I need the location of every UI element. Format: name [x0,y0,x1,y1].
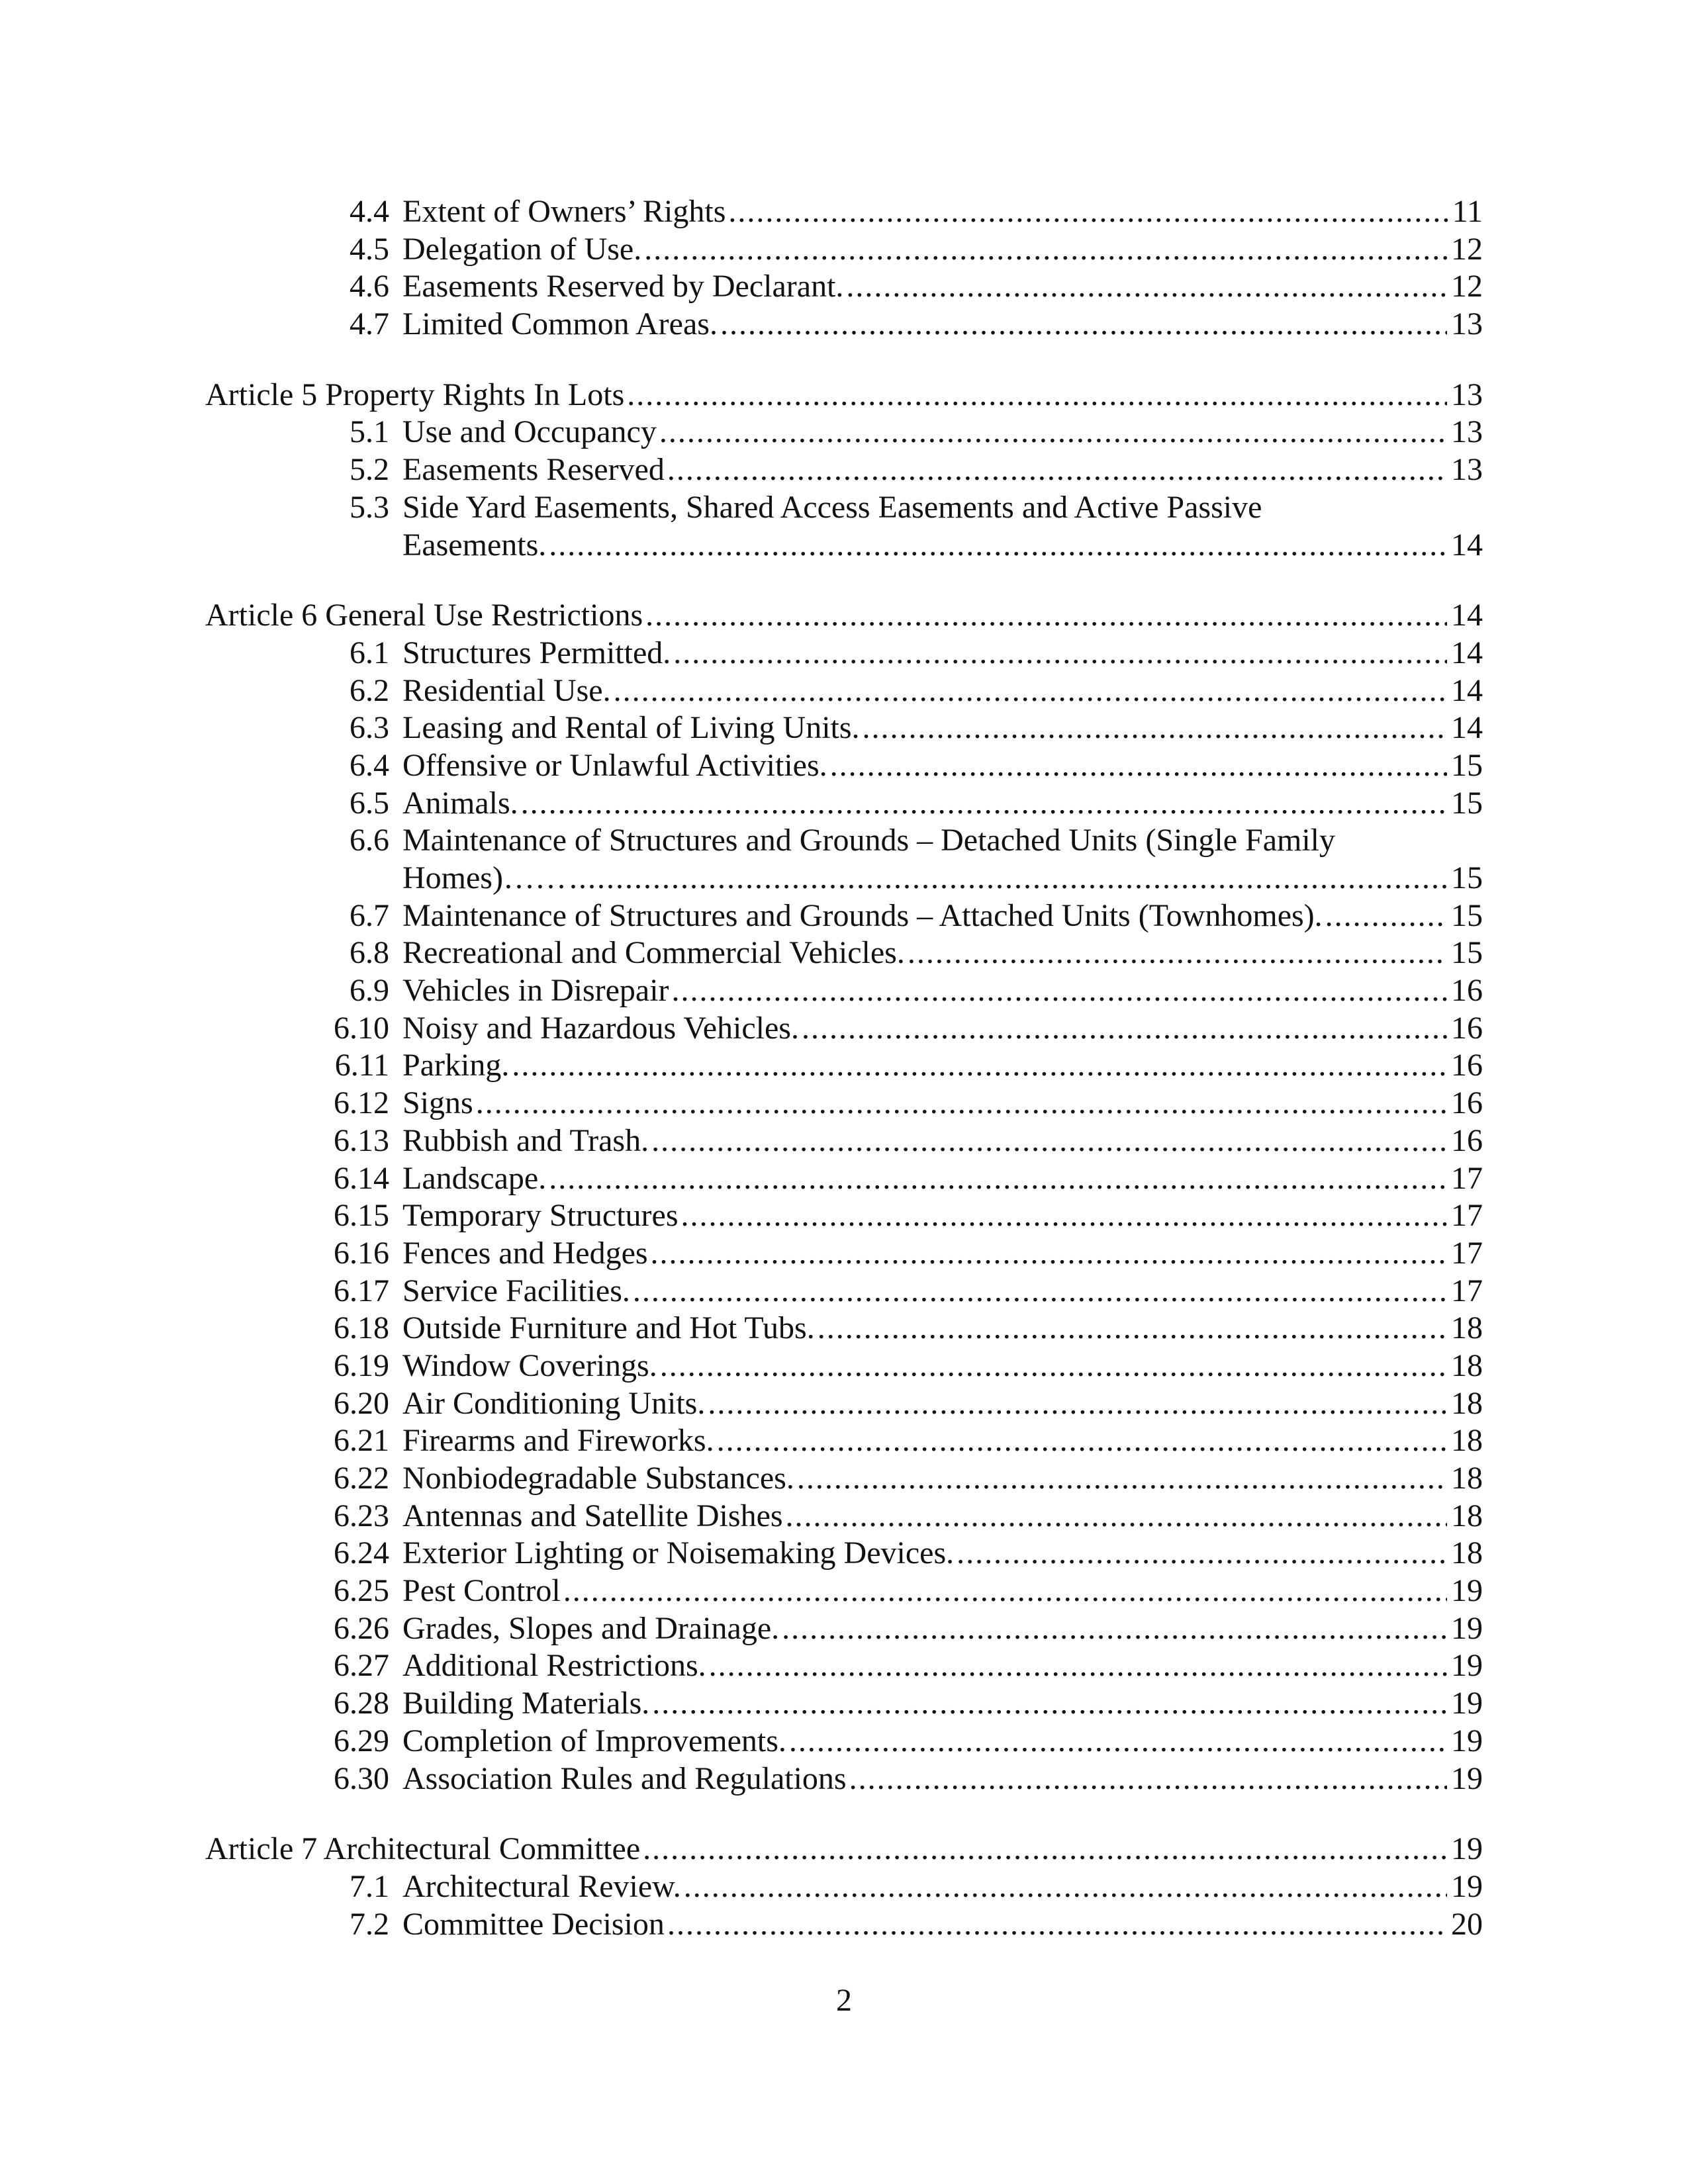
dot-leader [1325,897,1447,935]
section-number: 6.1 [350,635,389,670]
dot-leader [786,1498,1447,1535]
page-ref: 19 [1451,1760,1483,1796]
section-number: 6.26 [334,1610,389,1646]
dot-leader [681,1197,1447,1235]
section-title: Extent of Owners’ Rights [402,194,726,229]
dot-leader [659,414,1447,451]
toc-item-row[interactable] [205,1906,1483,1944]
section-title: Leasing and Rental of Living Units. [402,710,860,746]
table-of-contents [205,193,1483,1943]
section-number: 6.3 [350,710,389,746]
section-number: 6.22 [334,1461,389,1496]
dot-leader [802,1010,1447,1048]
section-number: 6.27 [334,1648,389,1684]
section-title: Structures Permitted. [402,635,671,670]
toc-item-row[interactable] [205,1685,1483,1723]
page-ref: 17 [1451,1198,1483,1234]
section-title: Animals. [402,785,518,821]
dot-leader [563,1572,1447,1610]
dot-leader [789,1723,1447,1760]
section-title: Vehicles in Disrepair [402,973,669,1009]
page-ref: 13 [1451,414,1483,450]
dot-leader [667,451,1447,489]
section-number: 6.5 [350,785,389,821]
dot-leader [614,672,1447,710]
section-title: Building Materials. [402,1686,650,1721]
toc-item-row[interactable] [205,822,1483,860]
toc-item-row[interactable] [205,1197,1483,1235]
dot-leader [645,597,1447,635]
section-number: 6.17 [334,1273,389,1308]
section-spacer [205,343,1483,377]
section-number: 6.9 [350,973,389,1009]
dot-leader [633,1273,1447,1310]
toc-item-row[interactable] [205,972,1483,1010]
article-title: Article 6 General Use Restrictions [205,598,643,633]
page-ref: 12 [1451,269,1483,304]
page-ref: 19 [1451,1868,1483,1904]
page-ref: 16 [1451,1085,1483,1121]
toc-item-row[interactable] [205,1535,1483,1572]
page-ref: 18 [1451,1461,1483,1496]
section-number: 6.15 [334,1198,389,1234]
section-title: Residential Use. [402,672,611,708]
section-title: Pest Control [402,1573,561,1609]
dot-leader [643,1831,1447,1868]
dot-leader [667,1906,1447,1944]
page-ref: 18 [1451,1423,1483,1459]
section-number: 6.28 [334,1686,389,1721]
dot-leader [512,1047,1447,1085]
toc-item-continuation[interactable] [205,860,1483,897]
page-ref: 17 [1451,1235,1483,1271]
page-ref: 15 [1451,897,1483,933]
page-ref: 18 [1451,1347,1483,1383]
section-title: Maintenance of Structures and Grounds – Attached Units (Townhomes). [402,897,1323,933]
section-number: 6.12 [334,1085,389,1121]
section-title: Maintenance of Structures and Grounds – Detached Units (Single Family [402,823,1336,858]
page-ref: 15 [1451,860,1483,895]
section-title: Fences and Hedges [402,1235,648,1271]
dot-leader [782,1610,1447,1648]
dot-leader [549,1160,1447,1198]
page-ref: 15 [1451,935,1483,971]
toc-item-row[interactable] [205,1047,1483,1085]
article-title: Article 5 Property Rights In Lots [205,377,625,412]
section-number: 6.25 [334,1573,389,1609]
section-title: Service Facilities. [402,1273,630,1308]
dot-leader [476,1085,1447,1122]
toc-item-row[interactable] [205,1498,1483,1535]
page-ref: 13 [1451,452,1483,488]
section-title: Antennas and Satellite Dishes [402,1498,783,1533]
dot-leader [684,1868,1447,1906]
toc-article-row[interactable] [205,377,1483,414]
dot-leader [863,709,1447,747]
page-ref: 17 [1451,1160,1483,1196]
dot-leader [673,635,1447,672]
page-ref: 18 [1451,1385,1483,1421]
dot-leader [569,860,1447,897]
page-ref: 19 [1451,1573,1483,1609]
section-number: 6.29 [334,1723,389,1758]
section-title: Architectural Review. [402,1868,681,1904]
dot-leader [660,1347,1447,1385]
toc-article-row[interactable] [205,1831,1483,1868]
section-number: 4.6 [350,269,389,304]
toc-item-row[interactable] [205,1085,1483,1122]
toc-item-row[interactable] [205,672,1483,710]
toc-item-row[interactable] [205,1310,1483,1347]
section-number: 6.2 [350,672,389,708]
section-title: Recreational and Commercial Vehicles. [402,935,905,971]
section-title: Firearms and Fireworks. [402,1423,714,1459]
section-number: 6.8 [350,935,389,971]
toc-item-row[interactable] [205,1385,1483,1423]
section-title: Easements Reserved [402,452,665,488]
section-number: 7.1 [350,1868,389,1904]
toc-item-row[interactable] [205,635,1483,672]
dot-leader [728,193,1448,231]
section-title: Noisy and Hazardous Vehicles. [402,1010,799,1046]
dot-leader [957,1535,1447,1572]
dot-leader [846,268,1447,306]
page-ref: 11 [1452,194,1483,229]
toc-item-row[interactable] [205,1460,1483,1498]
toc-item-row[interactable] [205,1572,1483,1610]
page-ref: 15 [1451,747,1483,783]
page-ref: 20 [1451,1906,1483,1942]
section-number: 4.4 [350,194,389,229]
dot-leader [830,747,1447,785]
toc-item-row[interactable] [205,268,1483,306]
section-number: 6.14 [334,1160,389,1196]
dot-leader [708,1385,1447,1423]
toc-item-row[interactable] [205,451,1483,489]
page-ref: 14 [1451,672,1483,708]
toc-item-row[interactable] [205,414,1483,451]
page-ref: 18 [1451,1310,1483,1346]
section-number: 5.2 [350,452,389,488]
toc-item-row[interactable] [205,1273,1483,1310]
page-ref: 18 [1451,1498,1483,1533]
section-title: Parking. [402,1048,510,1083]
page-ref: 16 [1451,1048,1483,1083]
page-ref: 14 [1451,635,1483,670]
toc-item-row[interactable] [205,193,1483,231]
dot-leader [818,1310,1447,1347]
toc-item-row[interactable] [205,1010,1483,1048]
section-number: 6.24 [334,1535,389,1571]
toc-item-row[interactable] [205,1235,1483,1273]
section-title-continued: Homes)…… [402,860,567,895]
toc-item-row[interactable] [205,1610,1483,1648]
page-ref: 19 [1451,1831,1483,1867]
dot-leader [717,1422,1447,1460]
dot-leader [549,527,1447,565]
dot-leader [652,1685,1447,1723]
section-title: Air Conditioning Units. [402,1385,706,1421]
section-spacer [205,564,1483,597]
section-number: 6.30 [334,1760,389,1796]
toc-item-row[interactable] [205,934,1483,972]
toc-item-row[interactable] [205,231,1483,269]
toc-article-row[interactable] [205,597,1483,635]
section-number: 6.18 [334,1310,389,1346]
dot-leader [521,785,1447,823]
section-title: Landscape. [402,1160,547,1196]
page-ref: 13 [1451,306,1483,342]
section-title: Nonbiodegradable Substances. [402,1461,794,1496]
toc-item-row[interactable] [205,785,1483,823]
toc-item-row[interactable] [205,489,1483,527]
dot-leader [720,306,1447,343]
page-ref: 19 [1451,1686,1483,1721]
page-ref: 14 [1451,527,1483,563]
section-title: Limited Common Areas. [402,306,718,342]
page-number: 2 [836,1983,852,2018]
toc-item-row[interactable] [205,1160,1483,1198]
section-number: 5.1 [350,414,389,450]
section-title: Offensive or Unlawful Activities. [402,747,827,783]
section-title: Committee Decision [402,1906,665,1942]
section-title: Easements Reserved by Declarant. [402,269,844,304]
dot-leader [651,1235,1447,1273]
toc-item-row[interactable] [205,1422,1483,1460]
section-title: Association Rules and Regulations [402,1760,847,1796]
section-number: 5.3 [350,489,389,525]
toc-item-row[interactable] [205,1723,1483,1760]
section-number: 6.13 [334,1122,389,1158]
page-ref: 18 [1451,1535,1483,1571]
toc-item-row[interactable] [205,306,1483,343]
page-ref: 19 [1451,1610,1483,1646]
section-number: 6.10 [334,1010,389,1046]
page-ref: 19 [1451,1648,1483,1684]
section-title: Outside Furniture and Hot Tubs. [402,1310,815,1346]
section-number: 6.20 [334,1385,389,1421]
section-number: 4.7 [350,306,389,342]
page-ref: 12 [1451,231,1483,267]
toc-item-row[interactable] [205,1868,1483,1906]
section-number: 6.23 [334,1498,389,1533]
dot-leader [627,377,1447,414]
toc-item-row[interactable] [205,897,1483,935]
section-title: Side Yard Easements, Shared Access Easements and Active Passive [402,489,1262,525]
section-title: Signs [402,1085,473,1121]
page-ref: 13 [1451,377,1483,412]
section-title: Additional Restrictions. [402,1648,706,1684]
section-title: Exterior Lighting or Noisemaking Devices. [402,1535,955,1571]
toc-item-row[interactable] [205,747,1483,785]
section-title: Delegation of Use. [402,231,642,267]
dot-leader [908,934,1447,972]
section-title: Rubbish and Trash. [402,1122,649,1158]
toc-item-row[interactable] [205,709,1483,747]
section-number: 6.7 [350,897,389,933]
section-number: 6.11 [334,1048,389,1083]
dot-leader [672,972,1447,1010]
section-number: 4.5 [350,231,389,267]
section-title-continued: Easements. [402,527,547,563]
section-number: 6.6 [350,823,389,858]
section-title: Grades, Slopes and Drainage. [402,1610,780,1646]
section-title: Completion of Improvements. [402,1723,786,1758]
dot-leader [797,1460,1447,1498]
dot-leader [651,1122,1447,1160]
page-ref: 16 [1451,1122,1483,1158]
toc-item-row[interactable] [205,1347,1483,1385]
toc-item-continuation[interactable] [205,527,1483,565]
page-ref: 14 [1451,710,1483,746]
page-ref: 17 [1451,1273,1483,1308]
section-number: 6.21 [334,1423,389,1459]
section-number: 6.4 [350,747,389,783]
section-number: 6.19 [334,1347,389,1383]
page-ref: 14 [1451,598,1483,633]
dot-leader [849,1760,1447,1798]
section-title: Window Coverings. [402,1347,657,1383]
toc-item-row[interactable] [205,1760,1483,1798]
page-ref: 19 [1451,1723,1483,1758]
section-number: 6.16 [334,1235,389,1271]
article-title: Article 7 Architectural Committee [205,1831,641,1867]
toc-item-row[interactable] [205,1647,1483,1685]
page-ref: 16 [1451,1010,1483,1046]
page-ref: 15 [1451,785,1483,821]
section-number: 7.2 [350,1906,389,1942]
dot-leader [709,1647,1447,1685]
section-title: Use and Occupancy [402,414,657,450]
dot-leader [644,231,1447,269]
section-spacer [205,1797,1483,1831]
page-ref: 16 [1451,973,1483,1009]
toc-item-row[interactable] [205,1122,1483,1160]
section-title: Temporary Structures [402,1198,679,1234]
